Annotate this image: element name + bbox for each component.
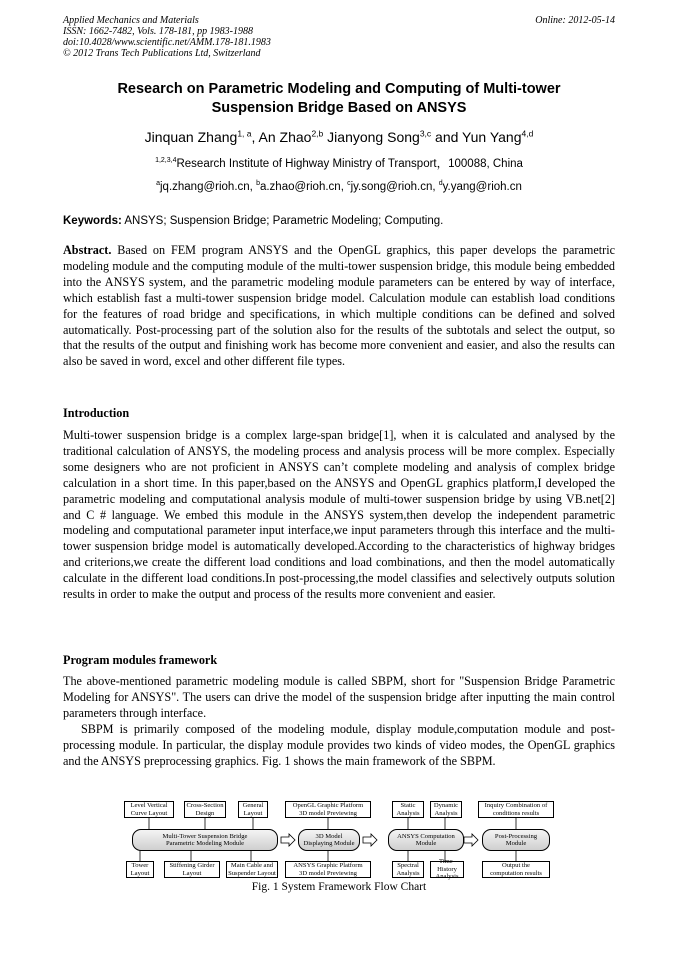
author-sup: 4,d	[521, 128, 534, 139]
box-line: Output the	[501, 862, 530, 869]
box-line: Analysis	[396, 869, 420, 877]
general-layout-box	[238, 801, 268, 818]
author-name: Jinquan Zhang	[144, 129, 238, 145]
module-line: 3D Model	[315, 832, 343, 840]
modeling-module	[132, 829, 278, 851]
spectral-analysis-box	[392, 861, 424, 878]
box-line: Spectral	[397, 862, 419, 869]
framework-paragraph-2: SBPM is primarily composed of the modeling module, display module,computation module and post-processing module. In particular, the display module provides two kinds of video modes, the OpenGL graphics and the ANSYS preprocessing graphics. Fig. 1 shows the main framework of the SBPM.	[63, 722, 615, 768]
module-line: ANSYS Computation	[397, 832, 455, 840]
module-line: Module	[415, 840, 437, 847]
journal-header	[63, 15, 615, 59]
box-line: Cross-Section	[186, 802, 224, 809]
time-history-analysis-box	[430, 858, 464, 881]
email-address: jy.song@rioh.cn,	[350, 181, 439, 193]
introduction-heading: Introduction	[63, 406, 130, 420]
box-line: Stiffening Girder	[169, 862, 215, 869]
box-line: Static	[400, 802, 416, 809]
box-line: ANSYS Graphic Platform	[293, 862, 363, 869]
static-analysis-box	[392, 801, 424, 818]
box-line: Inquiry Combination of	[484, 802, 548, 809]
box-line: Tower	[131, 862, 149, 869]
box-line: Main Cable and	[230, 862, 274, 869]
box-line: Level Vertical	[130, 802, 168, 809]
box-line: Analysis	[435, 873, 459, 881]
computation-module	[388, 829, 464, 851]
email-sup: d	[438, 180, 443, 188]
module-line: Module	[505, 840, 527, 847]
box-line: Analysis	[434, 809, 458, 817]
level-vertical-curve-layout-box	[124, 801, 174, 818]
box-line: 3D model Previewing	[299, 809, 357, 817]
online-date: Online: 2012-05-14	[535, 15, 615, 26]
inquiry-combination-box	[478, 801, 554, 818]
introduction-text: Multi-tower suspension bridge is a complex large-span bridge[1], when it is calculated and analysed by the traditional calculation of ANSYS, the modeling process and analysis process will be more complex. Especially some designers who are not proficient in ANSYS can’t complete modeling and analysis of complex bridge calculation in a short time. In this paper,based on the ANSYS and OpenGL graphics platform,I developed the parametric modeling and computational analysis module of multi-tower suspension bridge by using VB.net[2] and C # language. We embed this module in the ANSYS system,then develop the independent parametric modeling and computational parameter input interface,we input parameters through this interface and the multi-tower suspension bridge model is automatically developed.According to the characteristics of highway bridges and criterions,we create the different load conditions and load combinations, and then the model automatically calculate in the different load conditions.In post-processing,the model classifies and selectively outputs solution results in order to make the output and process of the results more convenient and easier.	[63, 428, 615, 602]
keywords-label: Keywords:	[63, 215, 122, 227]
output-results-box	[482, 861, 550, 878]
keywords-text: ANSYS; Suspension Bridge; Parametric Modeling; Computing.	[121, 215, 444, 227]
box-line: 3D model Previewing	[299, 869, 357, 877]
author-name: An Zhao	[258, 129, 312, 145]
arrow-display-to-computation	[363, 834, 377, 846]
stiffening-girder-layout-box	[164, 861, 220, 878]
title-line-1: Research on Parametric Modeling and Computing of Multi-tower	[117, 81, 561, 97]
box-line: Time-History	[437, 858, 457, 873]
module-line: Parametric Modeling Module	[165, 840, 244, 847]
issn-line: ISSN: 1662-7482, Vols. 178-181, pp 1983-1988	[63, 26, 253, 37]
box-line: Dynamic	[433, 802, 459, 809]
email-sup: c	[347, 180, 351, 188]
box-line: Curve Layout	[130, 809, 168, 817]
author-name: Jianyong Song	[327, 129, 420, 145]
module-line: Displaying Module	[303, 840, 355, 847]
arrow-computation-to-post	[464, 834, 478, 846]
email-sup: a	[156, 180, 160, 188]
author-sep: and	[431, 129, 463, 145]
journal-name: Applied Mechanics and Materials	[63, 15, 199, 26]
cross-section-design-box	[184, 801, 226, 818]
email-address: jq.zhang@rioh.cn,	[160, 181, 257, 193]
author-list	[63, 128, 615, 146]
arrow-modeling-to-display	[281, 834, 295, 846]
box-line: Suspender Layout	[228, 869, 276, 877]
email-sup: b	[256, 180, 260, 188]
copyright-line: © 2012 Trans Tech Publications Ltd, Switzerland	[63, 48, 261, 59]
box-line: General	[242, 802, 264, 809]
email-address: y.yang@rioh.cn	[442, 181, 522, 193]
abstract-label: Abstract.	[63, 243, 112, 257]
abstract	[63, 243, 615, 370]
post-processing-module	[482, 829, 550, 851]
affiliation	[63, 157, 615, 171]
box-line: OpenGL Graphic Platform	[292, 802, 364, 809]
module-line: Multi-Tower Suspension Bridge	[162, 832, 248, 840]
author-sep: ,	[251, 129, 259, 145]
box-line: Layout	[243, 809, 263, 817]
email-address: a.zhao@rioh.cn,	[259, 181, 348, 193]
tower-layout-box	[126, 861, 154, 878]
affiliation-sup: 1,2,3,4	[155, 157, 177, 165]
abstract-text: Based on FEM program ANSYS and the OpenGL graphics, this paper develops the parametric modeling module and the computing module of the multi-tower suspension bridge, this module being embedded into the ANSYS system, and the parametric modeling module parameters can be entered by way of interface, which establish fast a multi-tower suspension bridge model. Calculation module can establish load conditions for the features of road bridge and specifications, in which multiple conditions can be defined and solved automatically. Post-processing part of the solution also for the results of the subtotals and select the output, so that the results of the output and finishing work has become more convenient and easier, and also the results can also be saved in word, excel and other different file types.	[63, 243, 615, 369]
dynamic-analysis-box	[430, 801, 462, 818]
box-line: conditions results	[492, 809, 540, 817]
author-sup: 3,c	[419, 128, 432, 139]
figure-caption: Fig. 1 System Framework Flow Chart	[251, 881, 427, 893]
main-cable-suspender-layout-box	[226, 861, 278, 878]
email-list	[63, 180, 615, 194]
system-framework-figure	[118, 799, 558, 879]
affiliation-text: Research Institute of Highway Ministry of Transport，100088, China	[176, 158, 523, 170]
framework-paragraph-1: The above-mentioned parametric modeling module is called SBPM, short for "Suspension Bridge Parametric Modeling for ANSYS". The users can drive the model of the suspension bridge after inputting the main control parameters through interface.	[63, 674, 615, 720]
module-line: Post-Processing	[494, 832, 538, 840]
author-sup: 1, a	[237, 128, 252, 139]
framework-heading: Program modules framework	[63, 653, 218, 667]
box-line: Layout	[130, 869, 150, 877]
box-line: Analysis	[396, 809, 420, 817]
ansys-graphic-platform-box	[285, 861, 371, 878]
title-line-2: Suspension Bridge Based on ANSYS	[211, 100, 467, 116]
author-sup: 2,b	[311, 128, 324, 139]
keywords	[63, 214, 615, 228]
author-name: Yun Yang	[462, 129, 522, 145]
box-line: Design	[195, 809, 215, 817]
paper-title	[63, 80, 615, 118]
doi-line: doi:10.4028/www.scientific.net/AMM.178-181.1983	[63, 37, 271, 48]
box-line: Layout	[182, 869, 202, 877]
opengl-platform-box	[285, 801, 371, 818]
box-line: computation results	[490, 869, 542, 877]
display-module	[298, 829, 360, 851]
